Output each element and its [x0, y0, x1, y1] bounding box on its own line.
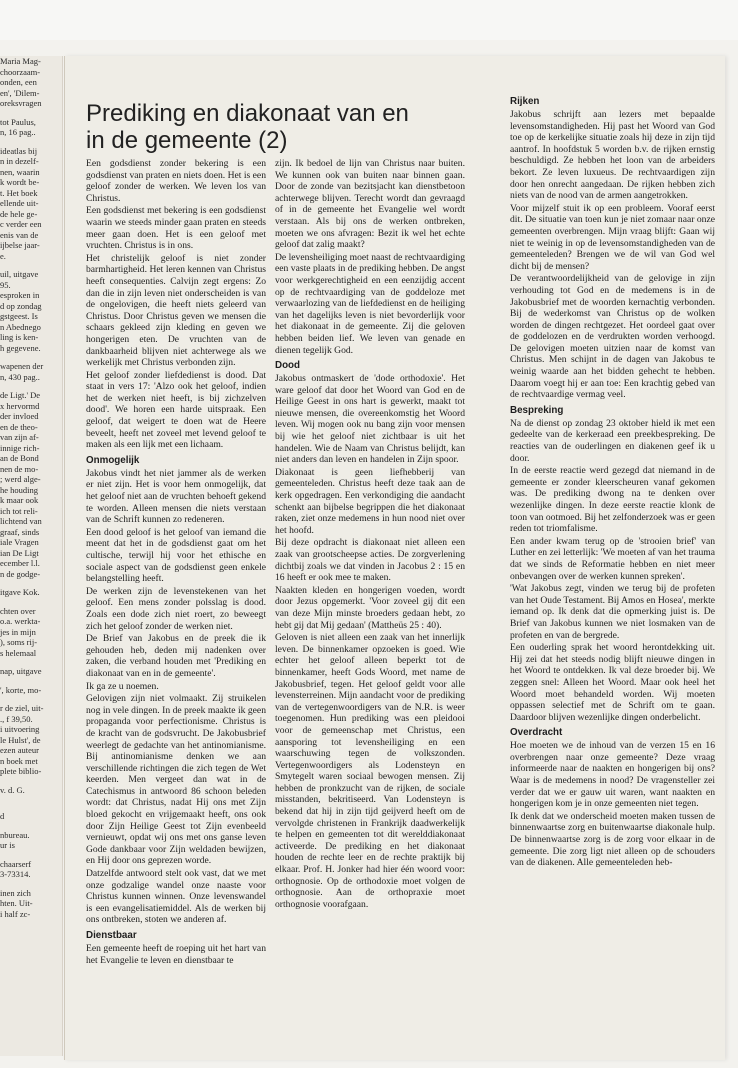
fragment-line: x hervormd — [0, 400, 40, 411]
paragraph: 'Wat Jakobus zegt, vinden we terug bij de profeten van het Oude Testament. Bij Amos en Hosea', merkte iemand op. Ik denk dat die opmerking juist is. De Brief van Jakobus kunnen we niet losmaken van de profeten en van de bergrede. — [510, 583, 715, 641]
fragment-line: ezen auteur — [0, 745, 39, 755]
paragraph: Jakobus ontmaskert de 'dode orthodoxie'. Het ware geloof dat door het Woord van God en de Heilige Geest in ons hart is gewerkt, maakt tot nieuwe mensen, die overeenkomstig het Woord leven. Wij mogen ook nu bang zijn voor mensen bij wie het geloof niet zichtbaar is uit het handelen. Wie de Naam van Christus belijdt, kan niet anders dan leven en handelen in Zijn spoor. — [275, 373, 465, 466]
fragment-line: e. — [0, 250, 6, 261]
fragment-gap — [0, 803, 62, 811]
fragment-line: esproken in — [0, 290, 40, 300]
fragment-line: d op zondag — [0, 300, 42, 311]
fragment-line: nen de mo- — [0, 463, 39, 474]
fragment-line: nen, waarin — [0, 166, 40, 177]
article-headline: Prediking en diakonaat van en in de gemeente (2) — [86, 100, 409, 154]
paragraph: Ik ga ze u noemen. — [86, 680, 159, 692]
fragment-gap — [0, 138, 62, 146]
fragment-line: uil, uitgave — [0, 269, 39, 279]
paragraph: Datzelfde antwoord stelt ook vast, dat we met onze godzalige wandel onze naaste voor Christus kunnen winnen. Onze levenswandel is een evangelisatiemiddel. Als de werken bij ons ontbreken, stoten we anderen af. — [86, 868, 266, 926]
section-heading: Overdracht — [510, 727, 563, 739]
fragment-line: innige rich- — [0, 442, 40, 453]
fragment-line: enis van de — [0, 229, 39, 240]
paragraph: Een godsdienst met bekering is een godsdienst waarin we steeds minder gaan praten en steeds meer gaan doen. Het is een geloof met vruchten. Christus is in ons. — [86, 205, 266, 252]
fragment-line: ich tot reli- — [0, 505, 38, 516]
fragment-line: ecember l.l. — [0, 558, 40, 568]
fragment-line: i uitvoering — [0, 724, 40, 734]
section-heading: Onmogelijk — [86, 454, 140, 466]
paragraph: Bij deze opdracht is diakonaat niet alleen een zaak van grootscheepse acties. De zorgverlening dichtbij zoals we dat vinden in Jacobus 2 : 15 en 16 heeft er ook mee te maken. — [275, 537, 465, 584]
fragment-line: c verder een — [0, 219, 42, 229]
fragment-line: n, 430 pag.. — [0, 371, 40, 382]
paragraph: Ik denk dat we onderscheid moeten maken tussen de binnenwaartse zorg en buitenwaartse diakonale hulp. De binnenwaartse zorg is de zorg voor elkaar in de gemeente. Die zorg ligt niet alleen op de schouders van de diakenen. Alle gemeenteleden heb- — [510, 810, 715, 869]
section-heading: Rijken — [510, 96, 540, 107]
fragment-line: de Ligt.' De — [0, 390, 41, 400]
fragment-line: n de godge- — [0, 568, 41, 579]
fragment-line: wapenen der — [0, 361, 44, 371]
fragment-line: der invloed — [0, 411, 39, 421]
fragment-gap — [0, 353, 62, 361]
fragment-gap — [0, 658, 62, 666]
fragment-line: k maar ook — [0, 495, 39, 505]
fragment-line: 3-73314. — [0, 869, 31, 879]
paragraph: Diakonaat is geen liefhebberij van gemeenteleden. Christus heeft deze taak aan de kerk opgedragen. Een verkondiging die aandacht schenkt aan bijbelse begrippen die het diakonaat raken, ziet onze medemens in hun nood niet over het hoofd. — [275, 466, 465, 536]
paragraph: Een dood geloof is het geloof van iemand die meent dat het in de godsdienst gaat om het cultische, terwijl hij voor het ethische en sociale aspect van de godsdienst geen enkele belangstelling heeft. — [86, 526, 266, 585]
fragment-line: choorzaam- — [0, 66, 41, 77]
fragment-line: ur is — [0, 840, 15, 850]
fragment-line: n in dezelf- — [0, 156, 39, 166]
paragraph: Een ander kwam terug op de 'strooien brief' van Luther en zei letterlijk: 'We moeten af van het trauma dat we sinds de Reformatie hebben en niet meer onbevangen over de werken kunnen spreken'. — [510, 535, 715, 582]
paragraph: Jakobus schrijft aan lezers met bepaalde levensomstandigheden. Hij past het Woord van God toe op de kerkelijke situatie zoals hij deze in zijn tijd aantrof. In hoofdstuk 5 worden b.v. de rijken ernstig beschuldigd. Ze hebben het loon van de arbeiders bekort. Ze leven luxueus. De rechtvaardigen zijn door hen onrecht aangedaan. De rijken hebben zich niets van de nood van de armen aangetrokken. — [510, 109, 715, 202]
fragment-line: v. d. G. — [0, 784, 25, 795]
fragment-line: n boek met — [0, 755, 38, 766]
paragraph: De Brief van Jakobus en de preek die ik gehouden heb, deden mij nadenken over zaken, die verband houden met 'Prediking en diakonaat van en in de gemeente'. — [86, 633, 266, 679]
paragraph: Een ouderling sprak het woord herontdekking uit. Hij zei dat het steeds nodig blijft nieuwe dingen in het Woord te ontdekken. Ik val deze broeder bij. We zeggen snel: Alleen het Woord. Maar ook heel het Woord moet behandeld worden. Wij moeten oppassen selectief met de Schrift om te gaan. Daardoor blijven wezenlijke dingen onderbelicht. — [510, 642, 715, 723]
fragment-line: 95. — [0, 279, 11, 290]
fragment-line: en', 'Dilem- — [0, 87, 40, 98]
fragment-line: chten over — [0, 605, 36, 616]
fragment-line: s helemaal — [0, 647, 37, 658]
section-heading: Bespreking — [510, 404, 564, 416]
fragment-line: n, 16 pag.. — [0, 127, 36, 137]
fragment-line: Maria Mag- — [0, 56, 41, 66]
fragment-line: inen zich — [0, 887, 31, 898]
fragment-line: plete biblio- — [0, 766, 42, 776]
fragment-gap — [0, 382, 62, 390]
fragment-line: ling is ken- — [0, 332, 39, 342]
fragment-line: chaarserf — [0, 858, 32, 869]
fragment-line: graaf, sinds — [0, 526, 40, 537]
fragment-gap — [0, 677, 62, 685]
fragment-line: gstgeest. Is — [0, 311, 38, 321]
fragment-line: ideatlas bij — [0, 145, 38, 156]
fragment-line: i half zc- — [0, 908, 31, 919]
fragment-line: jes in mijn — [0, 626, 36, 637]
paragraph: In de eerste reactie werd gezegd dat niemand in de gemeente er zonder kleerscheuren vanaf gekomen was. De prediking dwong na te denken over wezenlijke dingen. In deze eerste reactie klonk de toon van ootmoed. Bij het zelfonderzoek was er geen reden tot triomfalisme. — [510, 465, 715, 535]
fragment-line: tot Paulus, — [0, 116, 36, 127]
fragment-line: iale Vragen — [0, 537, 39, 547]
paragraph: Gelovigen zijn niet volmaakt. Zij struikelen nog in vele dingen. In de preek maakte ik geen propaganda voor perfectionisme. Christus is de kracht van de godsvrucht. De Jakobusbrief weerlegt de gedachte van het antinomianisme. Bij antinomianisme denken we aan verschillende richtingen die zich tegen de Wet keerden. Men vergeet dan wat in de Catechismus in antwoord 86 schoon beleden wordt: dat Christus, nadat Hij ons met Zijn bloed gekocht en vrijgemaakt heeft, ons ook door Zijn Heilige Geest tot Zijn evenbeeld vernieuwt, opdat wij ons met ons ganse leven Gode dankbaar voor Zijn weldaden bewijzen, en Hij door ons geprezen worde. — [86, 693, 266, 867]
fragment-line: r de ziel, uit- — [0, 703, 44, 713]
fragment-line: n Abednego — [0, 321, 41, 332]
section-heading: Dienstbaar — [86, 930, 137, 941]
paragraph: Voor mijzelf stuit ik op een probleem. Vooraf eerst dit. De situatie van toen kun je niet zomaar naar onze gemeenten overbrengen. Mijn vraag blijft: Gaan wij niet te weinig in op de levensomstandigheden van de gemeenteleden? Brengen we de wil van God wel dicht bij de mensen? — [510, 202, 715, 272]
fragment-gap — [0, 695, 62, 703]
article-column-2 — [275, 158, 465, 911]
fragment-gap — [0, 598, 62, 606]
fragment-line: he houding — [0, 484, 39, 495]
article-column-1 — [86, 158, 266, 967]
fragment-line: onden, een — [0, 77, 37, 87]
adjacent-page-fragment — [0, 56, 63, 1056]
fragment-line: ijbelse jaar- — [0, 240, 40, 250]
fragment-line: en de theo- — [0, 421, 38, 432]
fragment-line: ian De Ligt — [0, 547, 39, 558]
fragment-line: nap, uitgave — [0, 666, 42, 676]
paragraph: Het geloof zonder liefdedienst is dood. Dat staat in vers 17: 'Alzo ook het geloof, indien het de werken niet heeft, is bij zichzelven dood'. We horen een harde uitspraak. Een geloof, dat weigert te doen wat de Heere beveelt, heeft net zoveel met levend geloof te maken als een lijk met een lichaam. — [86, 369, 266, 451]
fragment-gap — [0, 109, 62, 117]
fragment-line: o.a. werkta- — [0, 616, 41, 626]
fragment-gap — [0, 795, 62, 803]
fragment-line: ), soms rij- — [0, 637, 38, 647]
fragment-line: de hele ge- — [0, 208, 38, 219]
fragment-line: an de Bond — [0, 453, 39, 463]
fragment-line: ellende uit- — [0, 198, 39, 208]
paragraph: Het christelijk geloof is niet zonder barmhartigheid. Het leren kennen van Christus heeft consequenties. Calvijn zegt ergens: Zo dan die in zijn leven niet onderscheiden is van de ongelovigen, die heeft niets geleerd van Christus. Door Christus geven we mensen die schaars gekleed zijn kleding en geven we hongerigen eten. De vruchten van de dankbaarheid blijven niet achterwege als we werkelijk met Christus verbonden zijn. — [86, 252, 266, 369]
section-heading: Dood — [275, 360, 301, 372]
fragment-line: ., f 39,50. — [0, 713, 33, 724]
fragment-line: ', korte, mo- — [0, 684, 42, 695]
paragraph: Een gemeente heeft de roeping uit het hart van het Evangelie te leven en dienstbaar te — [86, 943, 266, 966]
fragment-gap — [0, 579, 62, 587]
fragment-line: h gegevene. — [0, 342, 41, 353]
fragment-line: oreksvragen — [0, 98, 42, 108]
paragraph: Geloven is niet alleen een zaak van het innerlijk leven. De binnenkamer opzoeken is goed. Wie echter het geloof alleen beperkt tot de binnenkamer, heeft Gods Woord, met name de Jakobusbrief, tegen. Het geloof geldt voor alle levensterreinen. Mijn aandacht voor de prediking van de vertegenwoordigers van de N.R. is weer toegenomen. Hun prediking was een pleidooi voor de gemeenschap met Christus, een aansporing tot levensheiliging en een waarschuwing tegen de volkszonden. Vertegenwoordigers als Lodensteyn en Smytegelt waren sociaal bewogen mensen. Zij hebben de pronkzucht van de rijken, de sociale misstanden, bekritiseerd. Van Lodensteyn is bekend dat hij in zijn tijd geijverd heeft om de vervolgde christenen in Frankrijk daadwerkelijk te helpen en gemeenten tot dit werelddiakonaat activeerde. De prediking en het diakonaat houden de rechte leer en de rechte praktijk bij elkaar. Prof. H. Jonker had hier één woord voor: orthognosie. Op de orthodoxie moet volgen de orthognosie. Aan de orthopraxie moet orthognosie voorafgaan. — [275, 632, 465, 910]
paragraph: De levensheiliging moet naast de rechtvaardiging een vaste plaats in de prediking hebben. De angst voor werkgerechtigheid en een eenzijdig accent op de rechtvaardiging van de goddeloze met verwaarlozing van de liefdedienst en de heiliging van het dagelijks leven is niet bevorderlijk voor het diakonaat in de gemeente. Zij die geloven hebben beiden lief. We leven van genade en dienen tegelijk God. — [275, 251, 465, 356]
fragment-line: itgave Kok. — [0, 587, 40, 597]
fragment-gap — [0, 261, 62, 269]
fragment-gap — [0, 777, 62, 785]
paragraph: De verantwoordelijkheid van de gelovige in zijn verhouding tot God en de medemens is in de Jakobusbrief met de woorden kernachtig verbonden. Bij de wederkomst van Christus op de wolken worden de dingen rechtgezet. Het oordeel gaat over de goddelozen en de verdrukten worden verhoogd. De gelovigen moeten uitzien naar de komst van Christus. Men schijnt in de dagen van Jakobus te weinig waarde aan het bidden gehecht te hebben. Daarom voegt hij er aan toe: Een krachtig gebed van de rechtvaardige vermag veel. — [510, 273, 715, 401]
paragraph: Naakten kleden en hongerigen voeden, wordt door Jezus opgemerkt. 'Voor zoveel gij dit een van deze Mijn minste broeders gedaan hebt, zo hebt gij dat Mij gedaan' (Mattheüs 25 : 40). — [275, 584, 465, 631]
fragment-gap — [0, 822, 62, 830]
paragraph: Jakobus vindt het niet jammer als de werken er niet zijn. Het is voor hem onmogelijk, dat het geloof niet aan de vruchten behoeft gekend te worden. Alleen mensen die niets verstaan van de Schrift kunnen zo redeneren. — [86, 467, 266, 526]
fragment-line: lichtend van — [0, 516, 42, 526]
fragment-line: van zijn af- — [0, 432, 39, 442]
fragment-line: hten. Uit- — [0, 898, 33, 908]
paragraph: Na de dienst op zondag 23 oktober hield ik met een gedeelte van de kerkeraad een preekbespreking. De reacties van de ouderlingen en diakenen geef ik u door. — [510, 417, 715, 464]
paragraph: Een godsdienst zonder bekering is een godsdienst van praten en niets doen. Het is een geloof zonder de werken. We leven los van Christus. — [86, 158, 266, 204]
fragment-line: nbureau. — [0, 829, 30, 840]
fragment-line: ; werd alge- — [0, 474, 41, 484]
paragraph: Hoe moeten we de inhoud van de verzen 15 en 16 overbrengen naar onze gemeente? Deze vraag informeerde naar de naakten en hongerigen bij ons? Waar is de medemens in nood? De vragensteller zei verder dat we er gauw uit waren, want naakten en hongerigen kom je in onze gemeenten niet tegen. — [510, 740, 715, 810]
fragment-line: t. Het boek — [0, 187, 38, 198]
fragment-line: k wordt be- — [0, 177, 40, 187]
fragment-line: le Hulst', de — [0, 734, 41, 745]
article-column-3 — [510, 92, 715, 870]
fragment-gap — [0, 851, 62, 859]
fragment-line: d — [0, 811, 5, 821]
fragment-gap — [0, 880, 62, 888]
paragraph: De werken zijn de levenstekenen van het geloof. Een mens zonder polsslag is dood. Zoals een dode zich niet roert, zo beweegt zich het geloof zonder de werken niet. — [86, 585, 266, 632]
paragraph: zijn. Ik bedoel de lijn van Christus naar buiten. We kunnen ook van buiten naar binnen gaan. Door de zonde van bezitsjacht kan dienstbetoon achterwege blijven. Terecht wordt dan gevraagd of in de gemeente het Evangelie wel wordt verstaan. Als bij ons de werken ontbreken, moeten we ons afvragen: Bezit ik wel het echte geloof dat zalig maakt? — [275, 158, 465, 251]
